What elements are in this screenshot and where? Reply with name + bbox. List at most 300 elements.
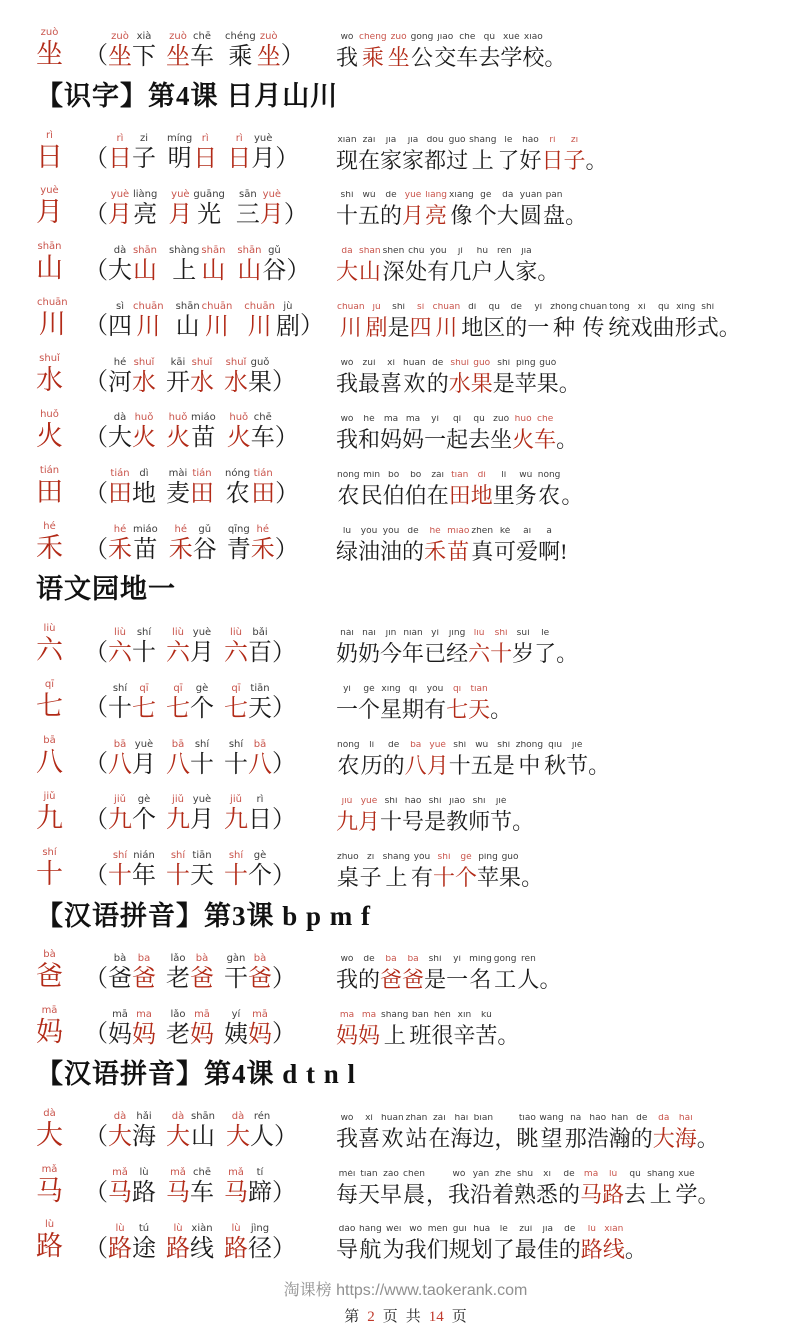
hanzi-character: 我 xyxy=(447,1181,470,1207)
pinyin-label: nóng xyxy=(225,468,251,480)
pinyin-label: zài xyxy=(431,470,445,480)
hanzi-character: 啊 xyxy=(538,538,561,564)
syllable xyxy=(358,629,380,667)
pinyin-label: rì xyxy=(235,133,243,145)
pinyin-label xyxy=(504,1114,506,1126)
entry-row xyxy=(36,402,775,453)
syllable xyxy=(108,627,132,667)
word xyxy=(224,683,272,723)
syllable xyxy=(166,31,190,71)
hanzi-character: 爱 xyxy=(516,538,539,564)
pinyin-label: tiào xyxy=(518,1113,536,1123)
pinyin-label: huǒ xyxy=(229,412,249,424)
hanzi-character: 过 xyxy=(446,147,469,173)
word-group xyxy=(84,357,322,397)
syllable xyxy=(405,1225,427,1263)
syllable xyxy=(492,1170,514,1208)
word xyxy=(166,1009,214,1049)
pinyin-label: jiā xyxy=(385,135,397,145)
pinyin-label: hé xyxy=(256,524,270,536)
hanzi-character: 家 xyxy=(380,147,403,173)
pinyin-label: shuǐ xyxy=(225,356,247,368)
syllable xyxy=(587,1114,609,1152)
hanzi-character: 大 xyxy=(36,1119,63,1150)
pinyin-label: xià xyxy=(136,30,152,42)
hanzi-character: 。 xyxy=(561,482,584,508)
pinyin-label: míng xyxy=(469,955,492,965)
word-group xyxy=(84,1111,322,1151)
syllable xyxy=(248,1009,272,1049)
pinyin-label: chuān xyxy=(244,300,275,312)
syllable xyxy=(224,683,248,723)
hanzi-character: 爸 xyxy=(190,965,214,992)
open-paren: （ xyxy=(84,425,108,452)
word xyxy=(108,1009,156,1049)
pinyin-label: mā xyxy=(112,1008,128,1020)
hanzi-character: 坐 xyxy=(166,43,190,70)
target-character xyxy=(36,847,63,891)
syllable xyxy=(565,1114,587,1152)
pinyin-label: zuò xyxy=(111,30,129,42)
hanzi-character: 妈 xyxy=(358,1023,381,1049)
syllable xyxy=(108,133,132,173)
hanzi-character: 月 xyxy=(168,202,193,229)
hanzi-character: 喜 xyxy=(358,1125,381,1151)
pinyin-label: bà xyxy=(43,949,56,961)
pinyin-label: sān xyxy=(239,189,257,201)
syllable xyxy=(424,797,446,835)
pinyin-label: yóu xyxy=(382,526,400,536)
hanzi-character: 田 xyxy=(36,476,63,507)
example-sentence xyxy=(336,136,775,174)
syllable xyxy=(490,629,512,667)
pinyin-label: xué xyxy=(503,32,520,42)
hanzi-character: 站 xyxy=(405,1125,428,1151)
open-paren: （ xyxy=(84,862,108,889)
page-number: 2 xyxy=(367,1309,375,1326)
word xyxy=(224,953,272,993)
example-sentence xyxy=(336,1114,775,1152)
hanzi-character: 经 xyxy=(446,641,469,667)
syllable xyxy=(358,33,388,71)
syllable xyxy=(175,301,201,341)
pinyin-label: jiā xyxy=(407,135,419,145)
hanzi-character: 乘 xyxy=(361,44,384,70)
hanzi-character: 可 xyxy=(494,538,517,564)
target-character xyxy=(36,409,63,453)
syllable xyxy=(494,1114,516,1152)
word xyxy=(226,1111,274,1151)
close-paren: ） xyxy=(272,862,296,889)
target-character xyxy=(36,949,63,993)
syllable xyxy=(402,359,427,397)
pinyin-label: qù xyxy=(629,1169,641,1179)
syllable xyxy=(383,741,405,779)
hanzi-character: 川 xyxy=(339,315,362,341)
word xyxy=(166,683,214,723)
pinyin-label: jiǔ xyxy=(341,796,353,806)
pinyin-label: zhōng xyxy=(515,740,544,750)
hanzi-character: 山 xyxy=(358,259,381,285)
pinyin-label: rén xyxy=(496,247,512,257)
hanzi-character: 。 xyxy=(512,808,535,834)
word xyxy=(108,189,158,229)
syllable xyxy=(471,741,493,779)
syllable xyxy=(248,953,272,993)
pinyin-label: le xyxy=(541,629,550,639)
pinyin-label: shí xyxy=(42,846,57,858)
hanzi-character: 日 xyxy=(36,141,63,172)
pinyin-label: yuè xyxy=(40,185,59,197)
syllable xyxy=(563,136,585,174)
target-character-cell xyxy=(36,458,84,509)
pinyin-label: xiào xyxy=(523,32,543,42)
close-paren: ） xyxy=(272,639,296,666)
hanzi-character: 水 xyxy=(36,365,63,396)
hanzi-character: 人 xyxy=(517,967,540,993)
syllable xyxy=(402,1170,426,1208)
pinyin-label: liù xyxy=(473,629,485,639)
pinyin-label: dì xyxy=(139,468,149,480)
hanzi-character: 路 xyxy=(36,1231,63,1262)
pinyin-label: zhe xyxy=(495,1169,511,1179)
pinyin-label xyxy=(595,136,597,148)
hanzi-character: 个 xyxy=(474,203,497,229)
hanzi-character: 六 xyxy=(108,639,132,666)
syllable xyxy=(449,247,471,285)
hanzi-character: 谷 xyxy=(262,257,287,284)
example-sentence xyxy=(336,471,775,509)
syllable xyxy=(166,357,190,397)
syllable xyxy=(494,527,516,565)
target-character-cell xyxy=(36,784,84,835)
syllable xyxy=(579,303,609,341)
pinyin-label: jiǔ xyxy=(172,794,184,806)
word xyxy=(108,1223,156,1263)
syllable xyxy=(625,1225,647,1263)
pinyin-label: chē xyxy=(253,412,272,424)
hanzi-character: 天 xyxy=(190,863,214,890)
syllable xyxy=(446,527,470,565)
syllable xyxy=(566,741,588,779)
pinyin-label: nóng xyxy=(337,470,360,480)
hanzi-character: 。 xyxy=(497,1023,520,1049)
syllable xyxy=(559,359,581,397)
pinyin-label: bā xyxy=(43,734,56,746)
hanzi-character: 一 xyxy=(424,426,447,452)
pinyin-label: gǔ xyxy=(198,524,212,536)
hanzi-character: 奶 xyxy=(336,641,359,667)
syllable xyxy=(251,412,275,452)
pinyin-label: dà xyxy=(658,1113,670,1123)
pinyin-label: gè xyxy=(253,850,267,862)
syllable xyxy=(380,359,402,397)
syllable xyxy=(380,797,402,835)
syllable xyxy=(427,247,449,285)
hanzi-character: 妈 xyxy=(190,1021,214,1048)
pinyin-label: xíng xyxy=(676,303,696,313)
example-sentence xyxy=(336,303,775,341)
syllable xyxy=(336,1011,358,1049)
pinyin-label: liù xyxy=(172,626,184,638)
syllable xyxy=(336,527,358,565)
pinyin-label: nóng xyxy=(337,740,360,750)
hanzi-character: 熟 xyxy=(514,1181,537,1207)
syllable xyxy=(224,1009,248,1049)
hanzi-character: 大 xyxy=(652,1125,675,1151)
syllable xyxy=(166,468,190,508)
hanzi-character: 青 xyxy=(226,537,251,564)
pinyin-label: mā xyxy=(339,1011,355,1021)
hanzi-character: 禾 xyxy=(424,538,447,564)
example-sentence xyxy=(336,33,775,71)
syllable xyxy=(456,33,478,71)
hanzi-character: 们 xyxy=(426,1237,449,1263)
hanzi-character: 七 xyxy=(36,691,63,722)
hanzi-character: 区 xyxy=(483,315,506,341)
syllable xyxy=(201,301,234,341)
hanzi-character: 亮 xyxy=(425,203,448,229)
word xyxy=(224,468,275,508)
syllable xyxy=(336,1114,358,1152)
hanzi-character: 子 xyxy=(132,146,156,173)
syllable xyxy=(426,1170,448,1208)
pinyin-label: gōng xyxy=(410,32,434,42)
hanzi-character: 曲 xyxy=(652,315,675,341)
hanzi-character: 几 xyxy=(449,259,472,285)
entry-row xyxy=(36,942,775,993)
syllable xyxy=(427,471,449,509)
pinyin-label: shí xyxy=(112,682,128,694)
hanzi-character: 日 xyxy=(541,147,564,173)
syllable xyxy=(515,1225,537,1263)
pinyin-label: yuè xyxy=(192,626,212,638)
open-paren: （ xyxy=(84,369,108,396)
pinyin-label: shí xyxy=(228,738,244,750)
pinyin-label: yuè xyxy=(360,796,378,806)
word xyxy=(227,133,275,173)
hanzi-character: 爸 xyxy=(132,965,156,992)
hanzi-character: 很 xyxy=(431,1023,454,1049)
syllable xyxy=(224,850,248,890)
syllable xyxy=(360,853,382,891)
pinyin-label: xīn xyxy=(457,1011,472,1021)
word xyxy=(108,1111,156,1151)
pinyin-label: jīn xyxy=(385,629,397,639)
pinyin-label: lù xyxy=(587,1225,596,1235)
close-paren: ） xyxy=(283,201,308,228)
example-sentence xyxy=(336,1011,775,1049)
syllable xyxy=(336,741,361,779)
syllable xyxy=(358,1011,380,1049)
syllable xyxy=(358,1225,383,1263)
hanzi-character: 禾 xyxy=(36,532,63,563)
close-paren: ） xyxy=(272,1235,296,1262)
word xyxy=(168,189,226,229)
pinyin-label: hǎi xyxy=(454,1113,469,1123)
hanzi-character: 了 xyxy=(534,641,557,667)
hanzi-character: 。 xyxy=(696,1125,719,1151)
syllable xyxy=(515,359,537,397)
hanzi-character: 绿 xyxy=(336,538,359,564)
syllable xyxy=(358,685,380,723)
pinyin-label: chéng xyxy=(359,32,387,42)
pinyin-label: dì xyxy=(477,470,486,480)
syllable xyxy=(336,1170,358,1208)
hanzi-character: 中 xyxy=(518,752,541,778)
pinyin-label: biān xyxy=(473,1113,494,1123)
hanzi-character: 有 xyxy=(410,864,433,890)
syllable xyxy=(108,357,132,397)
hanzi-character: 节 xyxy=(490,808,513,834)
pinyin-label: shí xyxy=(228,850,244,862)
hanzi-character: 佳 xyxy=(536,1237,559,1263)
hanzi-character: 我 xyxy=(336,967,359,993)
hanzi-character: 路 xyxy=(602,1181,625,1207)
pinyin-label: dì xyxy=(468,303,477,313)
target-character-cell xyxy=(36,1212,84,1263)
hanzi-character: 六 xyxy=(468,641,491,667)
hanzi-character: 里 xyxy=(492,482,515,508)
syllable xyxy=(190,412,217,452)
syllable xyxy=(108,1009,132,1049)
word-group xyxy=(84,850,322,890)
pinyin-label: guǒ xyxy=(501,852,519,862)
hanzi-character: 苗 xyxy=(133,537,158,564)
syllable xyxy=(251,524,275,564)
syllable xyxy=(224,953,248,993)
example-sentence xyxy=(336,1170,775,1208)
open-paren: （ xyxy=(84,1124,108,1151)
syllable xyxy=(402,527,424,565)
hanzi-character: 河 xyxy=(108,369,132,396)
syllable xyxy=(475,191,497,229)
hanzi-character: 老 xyxy=(166,965,190,992)
pinyin-label: shí xyxy=(340,191,354,201)
syllable xyxy=(166,1111,190,1151)
hanzi-character: 秋 xyxy=(544,752,567,778)
hanzi-character: 和 xyxy=(358,426,381,452)
hanzi-character: 上 xyxy=(385,864,408,890)
pinyin-label: wèi xyxy=(385,1225,402,1235)
hanzi-character: 十 xyxy=(224,751,248,778)
pinyin-label: xǐ xyxy=(365,1113,373,1123)
pinyin-label: xiàn xyxy=(604,1225,624,1235)
syllable xyxy=(132,245,158,285)
target-character xyxy=(36,1164,63,1208)
pinyin-label: qī xyxy=(44,679,55,691)
word-group xyxy=(84,794,322,834)
syllable xyxy=(358,415,380,453)
pinyin-label: yuè xyxy=(262,189,282,201)
pinyin-label xyxy=(569,359,571,371)
hanzi-character: 田 xyxy=(108,481,132,508)
example-sentence xyxy=(336,415,775,453)
target-character-cell xyxy=(36,672,84,723)
syllable xyxy=(190,850,214,890)
hanzi-character: 十 xyxy=(224,863,248,890)
pinyin-label xyxy=(571,471,573,483)
pinyin-label: qī xyxy=(452,685,462,694)
hanzi-character: 禾 xyxy=(168,537,193,564)
pinyin-label xyxy=(549,955,551,967)
syllable xyxy=(427,741,449,779)
pinyin-label: jiào xyxy=(449,796,466,806)
word xyxy=(108,739,156,779)
pinyin-label: dōu xyxy=(426,135,444,145)
pinyin-label: chuān xyxy=(37,297,68,309)
example-sentence xyxy=(336,955,775,993)
hanzi-character: 爸 xyxy=(380,967,403,993)
pinyin-label: yóu xyxy=(360,526,378,536)
syllable xyxy=(431,1011,453,1049)
pinyin-label: ma xyxy=(405,414,421,424)
target-character-cell xyxy=(36,514,84,565)
pinyin-label: le xyxy=(504,135,513,145)
site-link[interactable]: 淘课榜 https://www.taokerank.com xyxy=(283,1282,528,1300)
hanzi-character: 月 xyxy=(259,202,284,229)
hanzi-character: 子 xyxy=(563,147,586,173)
hanzi-character: 山 xyxy=(133,257,157,284)
syllable xyxy=(166,739,190,779)
pinyin-label: suì xyxy=(516,629,530,639)
hanzi-character: 望 xyxy=(540,1125,563,1151)
hanzi-character: 在 xyxy=(428,1125,451,1151)
syllable xyxy=(132,683,156,723)
hanzi-character: 天 xyxy=(358,1181,381,1207)
pinyin-label: chē xyxy=(193,30,211,42)
hanzi-character: 早 xyxy=(380,1181,403,1207)
hanzi-character: 谷 xyxy=(192,537,217,564)
pinyin-label: yì xyxy=(453,955,461,965)
hanzi-character: 欢 xyxy=(403,370,426,396)
entry-row xyxy=(36,1212,775,1263)
pinyin-label: shì xyxy=(701,303,715,313)
pinyin-label: yuè xyxy=(134,738,154,750)
pinyin-label: shí xyxy=(194,738,210,750)
hanzi-character: 校 xyxy=(522,44,545,70)
syllable xyxy=(190,357,214,397)
pinyin-label: hěn xyxy=(433,1011,451,1021)
pinyin-label: gàn xyxy=(226,952,246,964)
syllable xyxy=(336,415,358,453)
syllable xyxy=(361,741,383,779)
hanzi-character: 好 xyxy=(519,147,542,173)
page-label: 页 xyxy=(451,1309,467,1326)
syllable xyxy=(541,136,563,174)
pinyin-label: yuán xyxy=(519,191,543,201)
syllable xyxy=(108,953,132,993)
pinyin-label: hé xyxy=(363,414,375,424)
close-paren: ） xyxy=(272,965,296,992)
hanzi-character: 最 xyxy=(358,370,381,396)
hanzi-character: 四 xyxy=(409,315,432,341)
hanzi-character: 农 xyxy=(337,752,360,778)
hanzi-character: 田 xyxy=(190,481,214,508)
example-sentence xyxy=(336,629,775,667)
hanzi-character: 路 xyxy=(580,1237,603,1263)
target-character-cell xyxy=(36,234,84,285)
pinyin-label: bǎi xyxy=(252,626,268,638)
syllable xyxy=(380,1170,402,1208)
syllable xyxy=(446,955,468,993)
entry-row xyxy=(36,234,775,285)
pinyin-label: gè xyxy=(460,852,472,862)
pinyin-label: huǒ xyxy=(134,412,154,424)
pinyin-label: yǐ xyxy=(431,629,439,639)
pinyin-label: shì xyxy=(497,740,511,750)
pinyin-label: zi xyxy=(139,133,149,145)
